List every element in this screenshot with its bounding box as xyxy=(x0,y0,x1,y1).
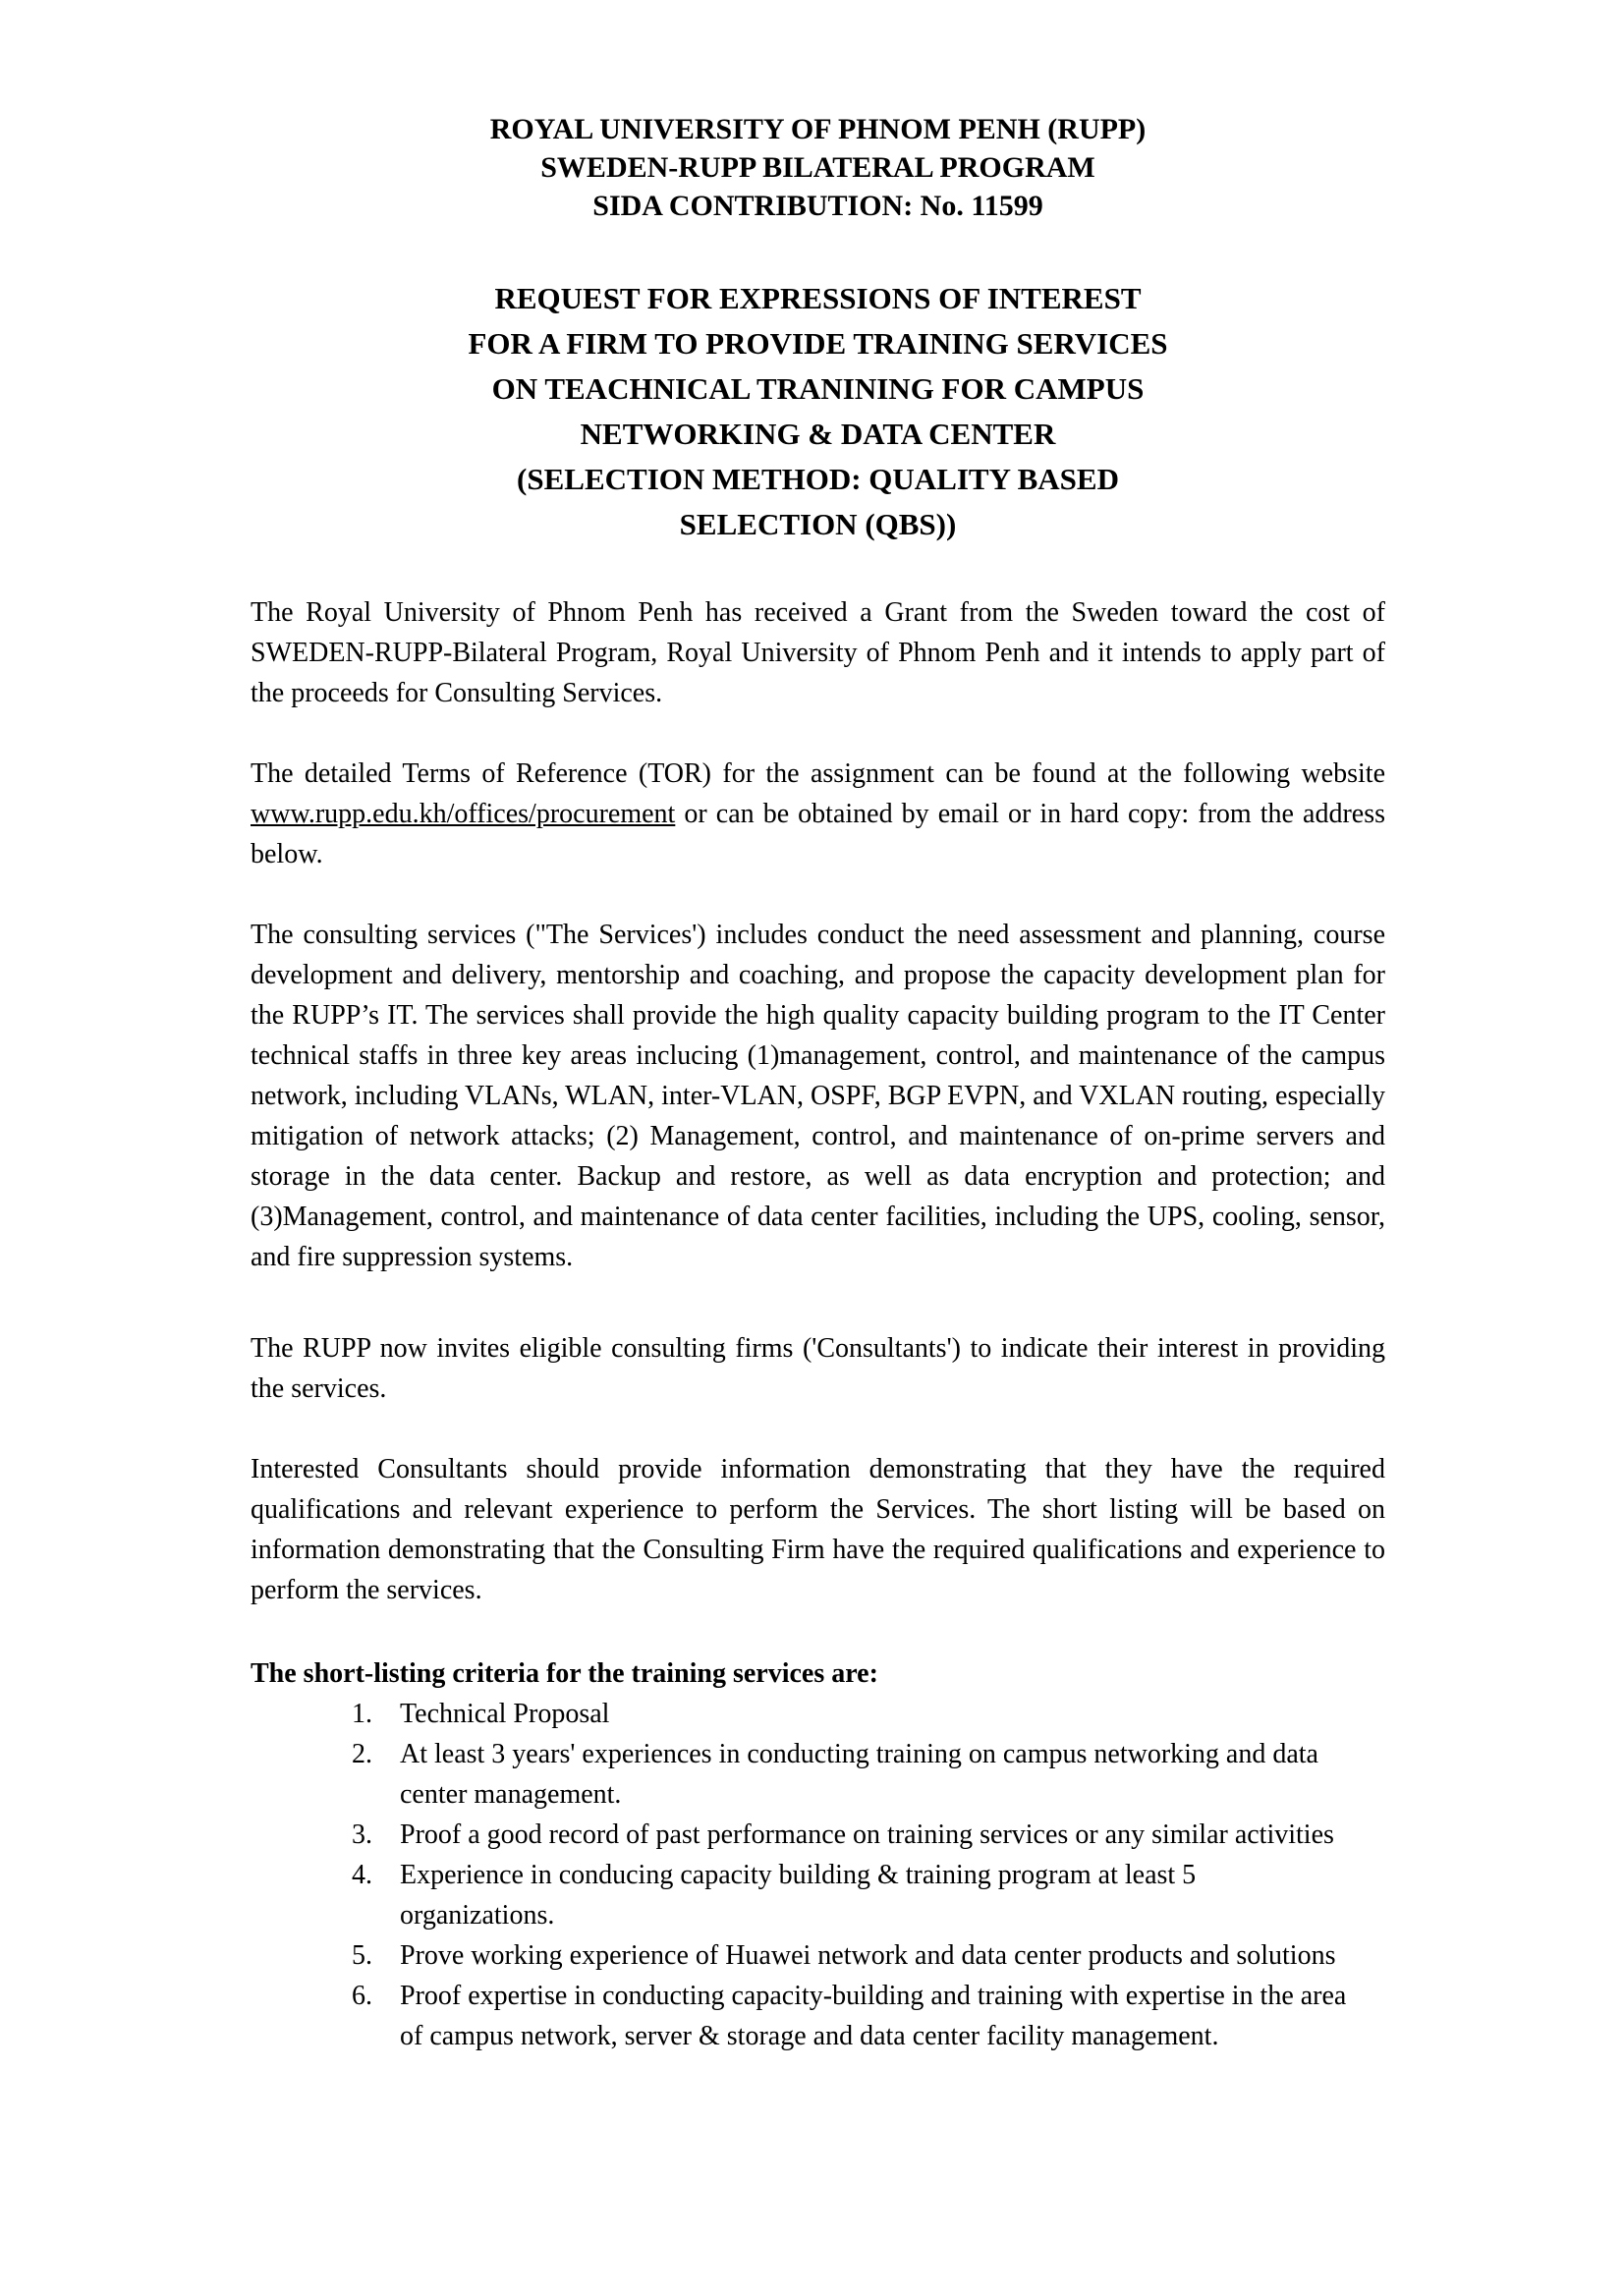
list-item-number: 1. xyxy=(352,1699,372,1729)
list-item-text: Experience in conducing capacity building & training program at least 5 organizations. xyxy=(400,1860,1197,1931)
list-item xyxy=(352,1976,1385,2056)
procurement-website-link[interactable]: www.rupp.edu.kh/offices/procurement xyxy=(251,799,676,829)
list-item xyxy=(352,1815,1385,1855)
list-item-text: Technical Proposal xyxy=(400,1699,610,1729)
list-item-text: Proof a good record of past performance on training services or any similar activities xyxy=(400,1819,1334,1850)
title-line-2: FOR A FIRM TO PROVIDE TRAINING SERVICES xyxy=(468,326,1168,361)
list-item-text: Proof expertise in conducting capacity-building and training with expertise in the area of campus network, server & storage and data center facility management. xyxy=(400,1981,1347,2051)
list-item-number: 4. xyxy=(352,1860,372,1890)
shortlisting-criteria-list xyxy=(251,1694,1385,2056)
list-item-number: 5. xyxy=(352,1940,372,1971)
header-program-line: SWEDEN-RUPP BILATERAL PROGRAM xyxy=(540,151,1095,184)
header-university-line: ROYAL UNIVERSITY OF PHNOM PENH (RUPP) xyxy=(489,113,1147,145)
paragraph-consulting-services-scope: The consulting services ("The Services') includes conduct the need assessment and planning, course development and delivery, mentorship and coaching, and propose the capacity development plan for the RUPP’s IT. The services shall provide the high quality capacity building program to the IT Center technical staffs in three key areas inclucing (1)management, control, and maintenance of the campus network, including VLANs, WLAN, inter-VLAN, OSPF, BGP EVPN, and VXLAN routing, especially mitigation of network attacks; (2) Management, control, and maintenance of on-prime servers and storage in the data center. Backup and restore, as well as data encryption and protection; and (3)Management, control, and maintenance of data center facilities, including the UPS, cooling, sensor, and fire suppression systems. xyxy=(251,920,1385,1272)
list-item-text: At least 3 years' experiences in conducting training on campus networking and data center management. xyxy=(400,1739,1318,1810)
title-line-3: ON TEACHNICAL TRANINING FOR CAMPUS xyxy=(491,371,1145,406)
list-item xyxy=(352,1935,1385,1976)
list-item xyxy=(352,1694,1385,1734)
list-item-number: 6. xyxy=(352,1981,372,2011)
list-item-text: Prove working experience of Huawei network and data center products and solutions xyxy=(400,1940,1336,1971)
title-line-4: NETWORKING & DATA CENTER xyxy=(580,417,1056,451)
header-contribution-line: SIDA CONTRIBUTION: No. 11599 xyxy=(592,190,1043,222)
title-line-6: SELECTION (QBS)) xyxy=(679,507,957,541)
document-header xyxy=(251,110,1385,225)
paragraph-qualifications: Interested Consultants should provide information demonstrating that they have the required qualifications and relevant experience to perform the Services. The short listing will be based on information demonstrating that the Consulting Firm have the required qualifications and experience to perform the services. xyxy=(251,1454,1385,1605)
shortlisting-criteria-heading: The short-listing criteria for the training services are: xyxy=(251,1658,878,1689)
paragraph-invitation: The RUPP now invites eligible consulting firms ('Consultants') to indicate their interest in providing the services. xyxy=(251,1333,1385,1404)
list-item xyxy=(352,1855,1385,1935)
list-item-number: 3. xyxy=(352,1819,372,1850)
title-line-5: (SELECTION METHOD: QUALITY BASED xyxy=(517,462,1119,496)
list-item xyxy=(352,1734,1385,1815)
title-line-1: REQUEST FOR EXPRESSIONS OF INTEREST xyxy=(494,281,1142,315)
tor-text-after-link: or can be obtained by email or in hard copy: from the address below. xyxy=(251,799,1385,869)
paragraph-grant-intro: The Royal University of Phnom Penh has received a Grant from the Sweden toward the cost of SWEDEN-RUPP-Bilateral Program, Royal University of Phnom Penh and it intends to apply part of the proceeds for Consulting Services. xyxy=(251,597,1385,708)
document-title xyxy=(251,276,1385,547)
list-item-number: 2. xyxy=(352,1739,372,1769)
paragraph-terms-of-reference xyxy=(251,754,1385,874)
tor-text-before-link: The detailed Terms of Reference (TOR) for the assignment can be found at the following website xyxy=(251,758,1385,789)
